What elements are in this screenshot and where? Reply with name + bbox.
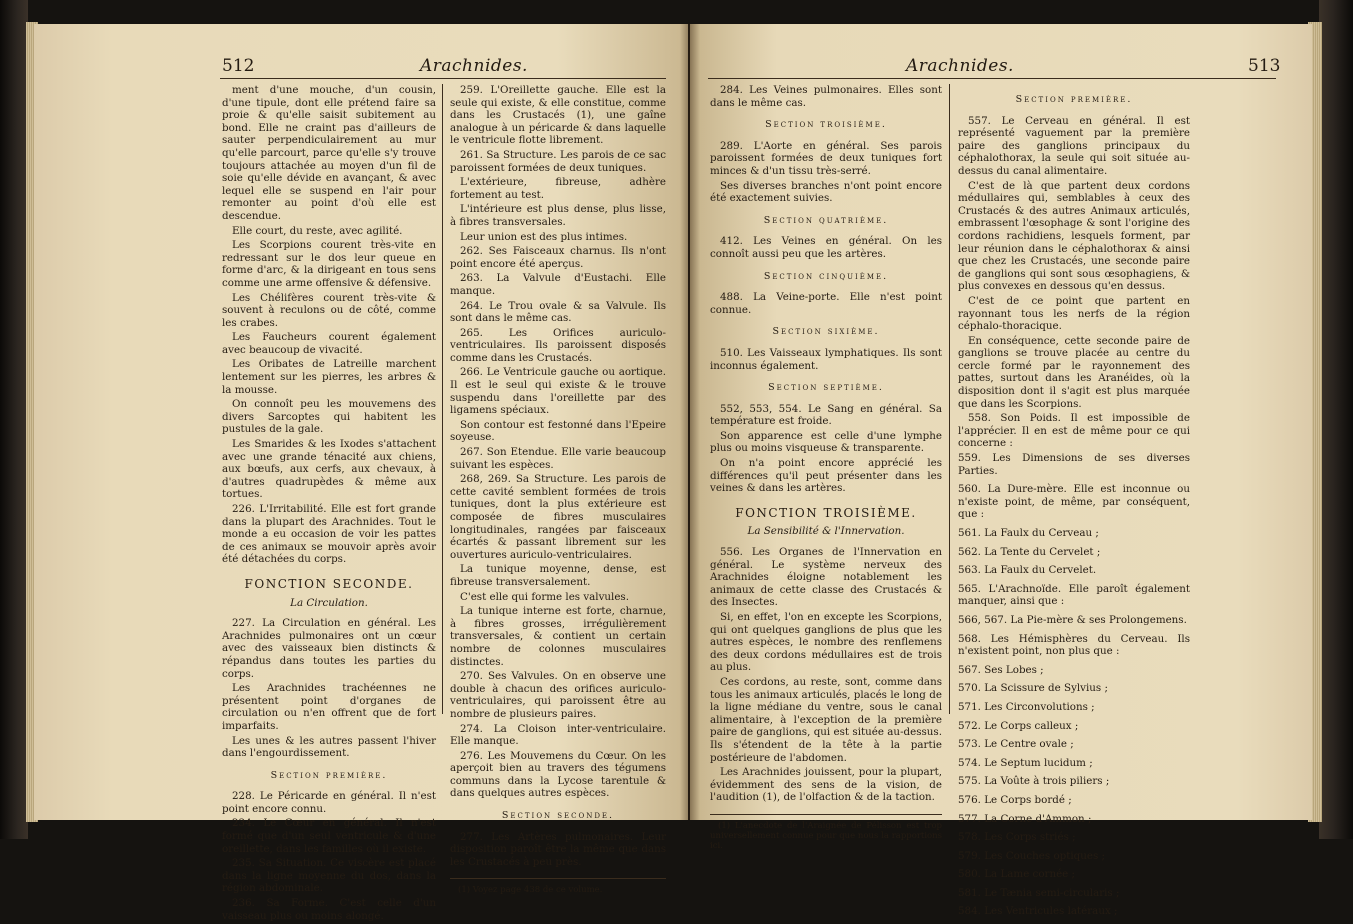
paragraph: 284. Les Veines pulmonaires. Elles sont dans le même cas. [710, 84, 942, 109]
list-entry: 580. La Lame cornée ; [958, 868, 1076, 881]
section-heading: Section quatrième. [763, 214, 889, 226]
paragraph: Les Oribates de Latreille marchent lentement sur les pierres, les arbres & la mousse. [222, 358, 436, 396]
list-entry: 579. Les Couches optiques ; [958, 849, 1106, 862]
paragraph: 265. Les Orifices auriculo-ventriculaires. Ils paroissent disposés comme dans les Crustacés. [450, 326, 666, 364]
paragraph: On connoît peu les mouvemens des divers Sarcoptes qui habitent les pustules de la gale. [222, 398, 436, 436]
paragraph: L'extérieure, fibreuse, adhère fortement au test. [450, 176, 666, 201]
paragraph: Les Arachnides trachéennes ne présentent point d'organes de circulation ou n'en offrent que de fort imparfaits. [222, 682, 436, 732]
left-running-head: Arachnides. [420, 56, 528, 76]
list-entry: 584. Les Ventricules latéraux ; [958, 905, 1118, 918]
list-entry: 563. La Faulx du Cervelet. [958, 564, 1097, 577]
left-column-1 [222, 84, 436, 924]
list-entry: 568. Les Hémisphères du Cerveau. Ils n'existent point, non plus que : [958, 632, 1190, 658]
list-entry: 565. L'Arachnoïde. Elle paroît également manquer, ainsi que : [958, 582, 1190, 608]
paragraph: Ses diverses branches n'ont point encore été exactement suivies. [710, 179, 942, 205]
left-header-rule [220, 78, 666, 79]
paragraph: 556. Les Organes de l'Innervation en général. Le système nerveux des Arachnides éloigne notablement les animaux de cette classe des Crustacés & des Insectes. [710, 546, 942, 609]
paragraph: 262. Ses Faisceaux charnus. Ils n'ont point encore été aperçus. [450, 245, 666, 270]
paragraph: On n'a point encore apprécié les différences qu'il peut présenter dans les veines & dans les artères. [710, 457, 942, 495]
list-entry: 572. Le Corps calleux ; [958, 719, 1079, 732]
paragraph: Elle court, du reste, avec agilité. [232, 224, 403, 237]
section-heading: Section septième. [768, 382, 884, 394]
paragraph: 558. Son Poids. Il est impossible de l'apprécier. Il en est de même pour ce qui concerne : [958, 412, 1190, 450]
paragraph: L'intérieure est plus dense, plus lisse, à fibres transversales. [450, 203, 666, 228]
paragraph: 488. La Veine-porte. Elle n'est point connue. [710, 291, 942, 316]
list-entry: 566, 567. La Pie-mère & ses Prolongemens. [958, 613, 1187, 626]
list-entry: 567. Ses Lobes ; [958, 663, 1044, 676]
footnote: (1) Voyez page 438 de ce volume. [458, 885, 603, 896]
paragraph: 226. L'Irritabilité. Elle est fort grande dans la plupart des Arachnides. Tout le monde a eu occasion de voir les pattes de ces animaux se mouvoir après avoir été détachées du corps. [222, 503, 436, 566]
paragraph: Son contour est festonné dans l'Epeire soyeuse. [450, 418, 666, 444]
paragraph: 236. Sa Forme. C'est celle d'un vaisseau plus ou moins alongé. [222, 897, 436, 922]
function-subtitle: La Sensibilité & l'Innervation. [747, 525, 905, 538]
paragraph: 263. La Valvule d'Eustachi. Elle manque. [450, 272, 666, 297]
paragraph: 270. Ses Valvules. On en observe une double à chacun des orifices auriculo-ventriculaires, qui paroissent être au nombre de plusieurs paires. [450, 670, 666, 720]
paragraph: 268, 269. Sa Structure. Les parois de cette cavité semblent formées de trois tuniques, dont la plus extérieure est composée de fibres musculaires longitudinales, rangées par faisceaux écartés & passant librement sur les ouvertures auriculo-ventriculaires. [450, 473, 666, 561]
footnote-rule [710, 814, 942, 815]
paragraph: 228. Le Péricarde en général. Il n'est point encore connu. [222, 790, 436, 815]
right-header-rule [708, 78, 1276, 79]
list-entry: 571. Les Circonvolutions ; [958, 700, 1095, 713]
paragraph: 266. Le Ventricule gauche ou aortique. Il est le seul qui existe & le trouve suspendu dans l'oreillette par des ligamens spéciaux. [450, 366, 666, 417]
paragraph: Les Chélifères courent très-vite & souvent à reculons ou de côté, comme les crabes. [222, 291, 436, 329]
paragraph: 259. L'Oreillette gauche. Elle est la seule qui existe, & elle constitue, comme dans les Crustacés (1), une gaîne analogue à un péricarde & dans laquelle le ventricule flotte librement. [450, 84, 666, 147]
list-entry: 578. Les Corps striés ; [958, 831, 1076, 844]
paragraph: 267. Son Etendue. Elle varie beaucoup suivant les espèces. [450, 446, 666, 471]
paragraph: 235. Sa Situation. Ce viscère est placé dans la ligne moyenne du dos, dans la région abdominale. [222, 857, 436, 895]
paragraph: Ces cordons, au reste, sont, comme dans tous les animaux articulés, placés le long de la ligne médiane du ventre, sous le canal alimentaire, à l'exception de la première paire de ganglions, qui est située au-dessus. Ils s'étendent de la tête à la partie postérieure de l'abdomen. [710, 675, 942, 764]
section-heading: Section troisième. [765, 119, 887, 131]
right-column-divider [949, 84, 950, 714]
section-heading: Section cinquième. [763, 270, 889, 282]
right-page-number: 513 [1248, 56, 1281, 76]
right-running-head: Arachnides. [906, 56, 1014, 76]
paragraph: 264. Le Trou ovale & sa Valvule. Ils sont dans le même cas. [450, 299, 666, 325]
book-cover-right [1319, 0, 1353, 839]
paragraph: C'est elle qui forme les valvules. [460, 590, 629, 603]
paragraph: Les Arachnides jouissent, pour la plupart, évidemment des sens de la vision, de l'audition (1), de l'olfaction & de la taction. [710, 766, 942, 804]
section-heading: Section sixième. [772, 326, 880, 338]
paragraph: 274. La Cloison inter-ventriculaire. Elle manque. [450, 722, 666, 748]
paragraph: 510. Les Vaisseaux lymphatiques. Ils sont inconnus également. [710, 346, 942, 372]
paragraph: 261. Sa Structure. Les parois de ce sac paroissent formées de deux tuniques. [450, 148, 666, 174]
paragraph: Les Faucheurs courent également avec beaucoup de vivacité. [222, 331, 436, 356]
function-subtitle: La Circulation. [290, 596, 368, 609]
left-column-divider [442, 84, 443, 714]
list-entry: 573. Le Centre ovale ; [958, 738, 1074, 751]
paragraph: C'est de là que partent deux cordons médullaires qui, semblables à ceux des Crustacés & des autres Animaux articulés, embrassent l'œsophage & sont l'origine des cordons rachidiens, lesquels forment, par leur réunion dans le céphalothorax & ainsi que chez les Crustacés, une seconde paire de ganglions qui sont sous œsophagiens, & plus convexes en dessous qu'en dessus. [958, 179, 1190, 293]
paragraph: Les unes & les autres passent l'hiver dans l'engourdissement. [222, 734, 436, 760]
paragraph: Les Smarides & les Ixodes s'attachent avec une grande ténacité aux chiens, aux bœufs, aux cerfs, aux chevaux, à d'autres quadrupèdes & même aux tortues. [222, 438, 436, 501]
section-heading: Section première. [270, 769, 388, 781]
paragraph: Si, en effet, l'on en excepte les Scorpions, qui ont quelques ganglions de plus que les autres espèces, le nombre des renflemens des deux cordons médullaires est de trois au plus. [710, 611, 942, 674]
paragraph: 552, 553, 554. Le Sang en général. Sa température est froide. [710, 402, 942, 428]
footnote: (1) L'anecdote de l'Araignée de Pélisson est trop universellement connue pour que nous la rapportions ici. [710, 820, 942, 851]
paragraph: 234. Le Cœur en général. Il n'est formé que d'un seul ventricule & d'une oreillette, dans les familles où il existe. [222, 817, 436, 855]
paragraph: La tunique moyenne, dense, est fibreuse transversalement. [450, 563, 666, 588]
list-entry: 561. La Faulx du Cerveau ; [958, 527, 1099, 539]
function-title: FONCTION TROISIÈME. [735, 505, 917, 520]
paragraph: La tunique interne est forte, charnue, à fibres grosses, irrégulièrement transversales, & contient un certain nombre de colonnes musculaires distinctes. [450, 605, 666, 668]
paragraph: 276. Les Mouvemens du Cœur. On les aperçoit bien au travers des tégumens communs dans la Lycose tarentule & dans quelques autres espèces. [450, 749, 666, 800]
book-gutter [680, 24, 700, 820]
paragraph: C'est de ce point que partent en rayonnant tous les nerfs de la région céphalo-thoracique. [958, 294, 1190, 333]
section-heading: Section première. [1015, 94, 1133, 105]
paragraph: Son apparence est celle d'une lymphe plus ou moins visqueuse & transparente. [710, 429, 942, 455]
left-page-number: 512 [222, 56, 255, 76]
book-cover-left [0, 0, 28, 839]
list-entry: 575. La Voûte à trois piliers ; [958, 775, 1110, 788]
paragraph: Les Scorpions courent très-vite en redressant sur le dos leur queue en forme d'arc, & la dirigeant en tous sens comme une arme offensive & défensive. [222, 239, 436, 289]
paragraph: ment d'une mouche, d'un cousin, d'une tipule, dont elle prétend faire sa proie & qu'elle saisit subitement au bond. Elle ne craint pas d'ailleurs de sauter perpendiculairement au mur qu'elle parcourt, parce qu'elle s'y trouve toujours attachée au moyen d'un fil de soie qu'elle dévide en avançant, & avec lequel elle se suspend en l'air pour remonter au point d'où elle est descendue. [222, 84, 436, 222]
paragraph: 227. La Circulation en général. Les Arachnides pulmonaires ont un cœur avec des vaisseaux bien distincts & répandus dans toutes les parties du corps. [222, 617, 436, 680]
left-column-2 [450, 84, 666, 895]
right-column-2 [958, 84, 1190, 924]
paragraph: 289. L'Aorte en général. Ses parois paroissent formées de deux tuniques fort minces & d'un tissu très-serré. [710, 139, 942, 177]
paragraph: Leur union est des plus intimes. [460, 230, 628, 243]
list-entry: 562. La Tente du Cervelet ; [958, 545, 1101, 558]
paragraph: 412. Les Veines en général. On les connoît aussi peu que les artères. [710, 235, 942, 260]
right-column-1 [710, 84, 942, 851]
list-entry: 576. Le Corps bordé ; [958, 793, 1072, 806]
section-heading: Section seconde. [501, 810, 615, 822]
function-title: FONCTION SECONDE. [244, 576, 414, 591]
footnote-rule [450, 878, 666, 879]
list-entry: 577. La Corne d'Ammon ; [958, 812, 1092, 825]
list-entry: 570. La Scissure de Sylvius ; [958, 682, 1108, 695]
list-entry: 559. Les Dimensions de ses diverses Parties. [958, 452, 1190, 477]
paragraph: 277. Les Artères pulmonaires. Leur disposition paroît être la même que dans les Crustacés à peu près. [450, 830, 666, 868]
list-entry: 560. La Dure-mère. Elle est inconnue ou n'existe point, de même, par conséquent, que : [958, 483, 1190, 521]
paragraph: 557. Le Cerveau en général. Il est représenté vaguement par la première paire des ganglions principaux du céphalothorax, la seule qui soit située au-dessus du canal alimentaire. [958, 114, 1190, 177]
list-entry: 574. Le Septum lucidum ; [958, 756, 1093, 769]
list-entry: 581. Le Tænia semi-circularis ; [958, 886, 1120, 899]
paragraph: En conséquence, cette seconde paire de ganglions se trouve placée au centre du cercle formé par le rayonnement des pattes, surtout dans les Aranéides, où la disposition dont il s'agit est plus marquée que dans les Scorpions. [958, 334, 1190, 410]
